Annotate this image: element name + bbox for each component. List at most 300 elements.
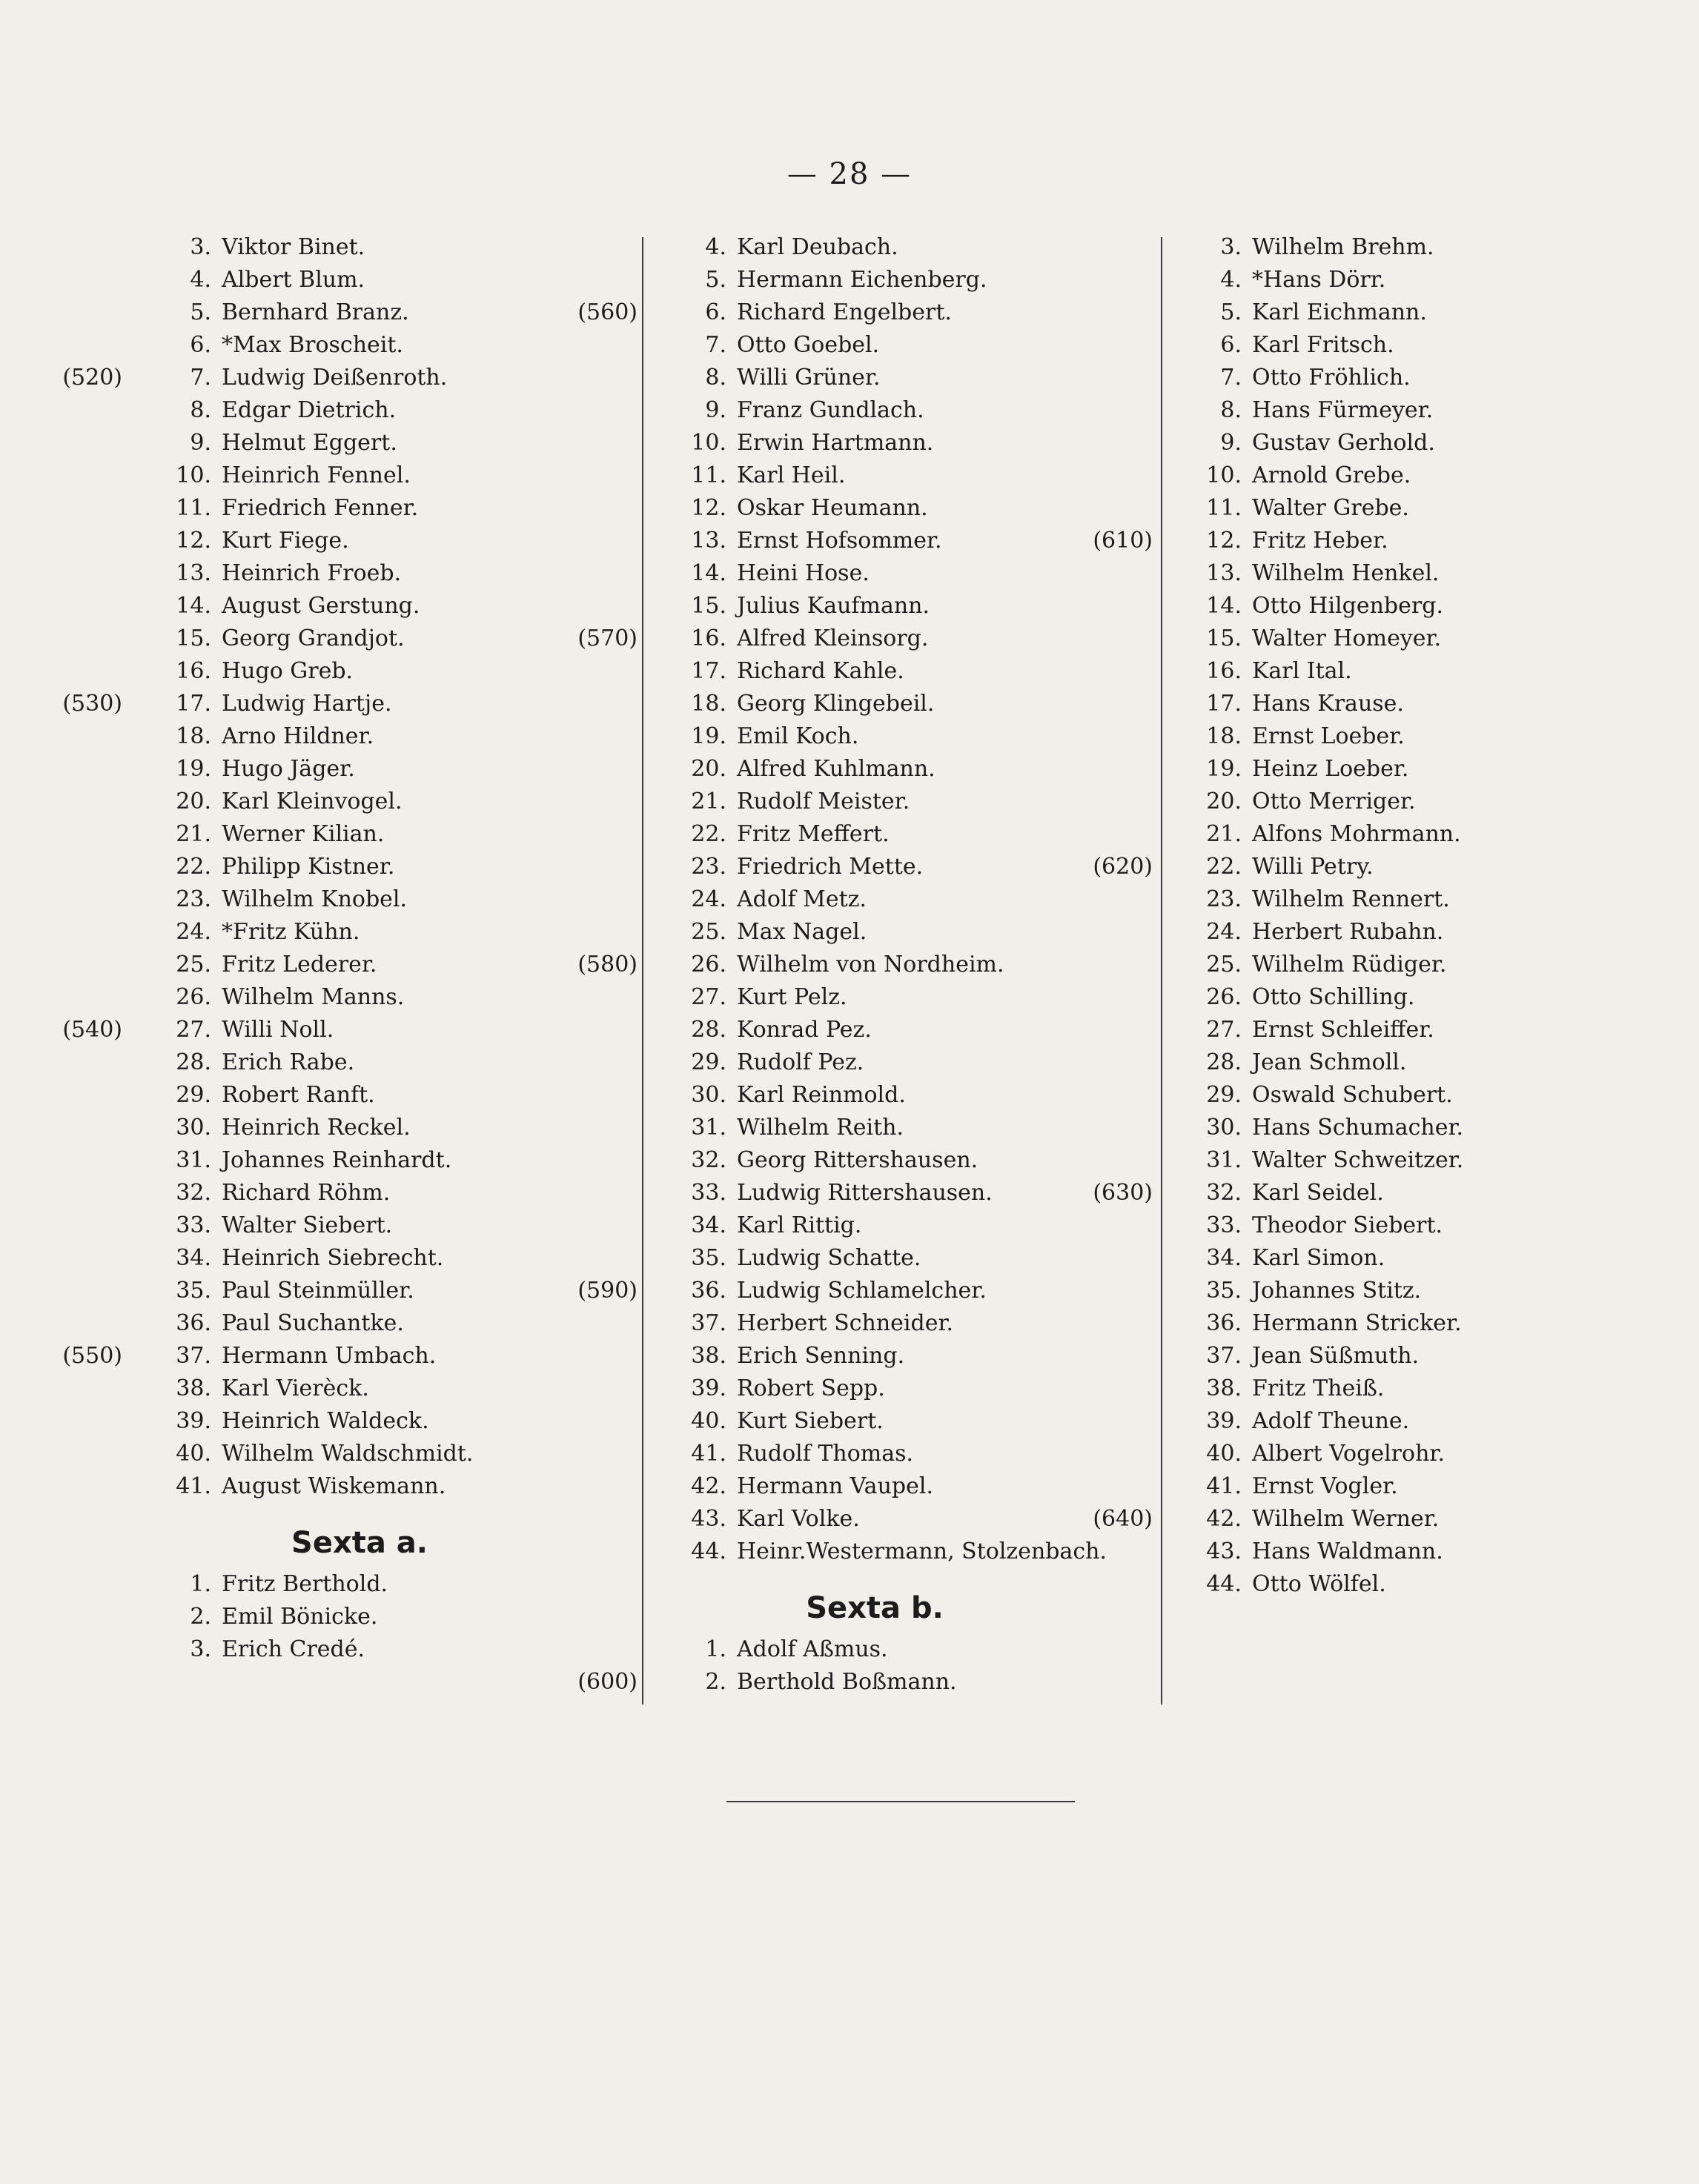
entry-number: 12. [1206, 528, 1242, 554]
list-item [1168, 492, 1686, 525]
entry-number: 7. [705, 332, 726, 358]
list-item [137, 1112, 612, 1144]
entry-name: Heinrich Fennel. [222, 462, 411, 488]
entry-name: Franz Gundlach. [737, 397, 924, 423]
entry-name: August Wiskemann. [222, 1473, 446, 1499]
entry-number: 11. [691, 462, 726, 488]
entry-number: 30. [691, 1082, 726, 1108]
count-marker: (640) [1093, 1506, 1153, 1532]
list-item [1168, 394, 1686, 427]
entry-number: 19. [691, 723, 726, 749]
list-item [1168, 1373, 1686, 1405]
entry-number: 22. [1206, 854, 1242, 880]
list-item [1168, 1144, 1686, 1177]
list-item [137, 1209, 612, 1242]
entry-number: 31. [1206, 1147, 1242, 1173]
entry-number: 27. [691, 984, 726, 1010]
entry-number: 16. [1206, 658, 1242, 684]
list-item [1168, 1340, 1686, 1373]
entry-name: Albert Blum. [222, 267, 365, 293]
entry-name: Heinr.Westermann, Stolzenbach. [737, 1539, 1107, 1564]
entry-number: 38. [691, 1343, 726, 1369]
entry-name: Walter Siebert. [222, 1212, 393, 1238]
list-item [652, 557, 1171, 590]
entry-name: Johannes Reinhardt. [222, 1147, 452, 1173]
list-item [1168, 264, 1686, 296]
entry-name: Wilhelm Waldschmidt. [222, 1441, 474, 1467]
entry-name: Heinz Loeber. [1252, 756, 1409, 782]
list-item [652, 655, 1171, 688]
list-item [652, 1046, 1171, 1079]
entry-name: Philipp Kistner. [222, 854, 395, 880]
entry-number: 42. [691, 1473, 726, 1499]
entry-number: 17. [176, 691, 211, 717]
entry-number: 10. [691, 430, 726, 456]
list-item [137, 394, 612, 427]
count-marker: (550) [62, 1343, 122, 1369]
list-item [137, 623, 612, 655]
entry-name: Emil Bönicke. [222, 1604, 378, 1630]
entry-name: Ludwig Deißenroth. [222, 365, 448, 391]
entry-number: 14. [176, 593, 211, 619]
entry-name: Adolf Theune. [1252, 1408, 1410, 1434]
entry-name: Max Nagel. [737, 919, 867, 945]
entry-number: 11. [176, 495, 211, 521]
list-item [652, 1014, 1171, 1046]
list-item [137, 1307, 612, 1340]
list-item [137, 1144, 612, 1177]
entry-name: Paul Steinmüller. [222, 1278, 414, 1304]
entry-name: Fritz Heber. [1252, 528, 1388, 554]
entry-name: Otto Goebel. [737, 332, 880, 358]
entry-name: Kurt Siebert. [737, 1408, 884, 1434]
entry-name: Edgar Dietrich. [222, 397, 397, 423]
list-item [137, 1405, 612, 1438]
entry-name: *Fritz Kühn. [222, 919, 360, 945]
list-item [1093, 525, 1686, 557]
entry-number: 16. [691, 625, 726, 651]
entry-name: Wilhelm Henkel. [1252, 560, 1440, 586]
count-marker: (570) [577, 625, 637, 651]
entry-number: 37. [1206, 1343, 1242, 1369]
list-item [1168, 296, 1686, 329]
entry-name: Heinrich Froeb. [222, 560, 402, 586]
list-item [1093, 1503, 1686, 1536]
entry-name: Fritz Lederer. [222, 952, 377, 978]
entry-number: 18. [176, 723, 211, 749]
list-item [1093, 851, 1686, 883]
entry-name: Hermann Eichenberg. [737, 267, 987, 293]
entry-number: 9. [705, 397, 726, 423]
entry-name: Rudolf Thomas. [737, 1441, 914, 1467]
list-item [137, 1046, 612, 1079]
entry-number: 8. [190, 397, 211, 423]
entry-number: 13. [176, 560, 211, 586]
entry-name: Wilhelm von Nordheim. [737, 952, 1004, 978]
entry-name: Heinrich Reckel. [222, 1115, 411, 1141]
count-marker: (580) [577, 952, 637, 978]
right-column [1093, 231, 1686, 1601]
entry-number: 36. [1206, 1310, 1242, 1336]
right-list-top [1093, 231, 1686, 1601]
list-item [652, 981, 1171, 1014]
entry-number: 44. [691, 1539, 726, 1564]
entry-name: Theodor Siebert. [1252, 1212, 1443, 1238]
entry-name: Otto Schilling. [1252, 984, 1415, 1010]
entry-name: Georg Grandjot. [222, 625, 405, 651]
list-item [652, 590, 1171, 623]
entry-number: 20. [691, 756, 726, 782]
entry-name: Ernst Hofsommer. [737, 528, 942, 554]
entry-number: 24. [1206, 919, 1242, 945]
entry-number: 33. [1206, 1212, 1242, 1238]
list-item [652, 362, 1171, 394]
entry-number: 27. [1206, 1017, 1242, 1043]
count-marker: (620) [1093, 854, 1153, 880]
entry-number: 3. [1220, 234, 1242, 260]
entry-number: 21. [691, 789, 726, 814]
entry-name: Jean Schmoll. [1252, 1049, 1407, 1075]
list-item [1168, 1568, 1686, 1601]
entry-name: Willi Grüner. [737, 365, 881, 391]
entry-name: Walter Grebe. [1252, 495, 1409, 521]
list-item [652, 1209, 1171, 1242]
entry-number: 8. [705, 365, 726, 391]
entry-name: Wilhelm Werner. [1252, 1506, 1440, 1532]
list-item [652, 1242, 1171, 1275]
column-divider-left [642, 237, 643, 1705]
entry-number: 44. [1206, 1571, 1242, 1597]
list-item [652, 1536, 1171, 1568]
list-item [1168, 1438, 1686, 1470]
entry-number: 39. [691, 1375, 726, 1401]
list-item [1168, 688, 1686, 720]
entry-number: 41. [176, 1473, 211, 1499]
entry-number: 17. [1206, 691, 1242, 717]
section-title-sexta-a: Sexta a. [291, 1526, 428, 1560]
list-item [1168, 231, 1686, 264]
entry-name: Hans Krause. [1252, 691, 1404, 717]
entry-number: 1. [190, 1571, 211, 1597]
entry-name: Gustav Gerhold. [1252, 430, 1435, 456]
entry-name: Ernst Vogler. [1252, 1473, 1398, 1499]
entry-name: Hermann Vaupel. [737, 1473, 933, 1499]
list-item [137, 1438, 612, 1470]
entry-number: 33. [176, 1212, 211, 1238]
entry-number: 30. [176, 1115, 211, 1141]
list-item [137, 851, 612, 883]
entry-name: Hugo Jäger. [222, 756, 355, 782]
entry-name: Karl Simon. [1252, 1245, 1385, 1271]
entry-name: Otto Wölfel. [1252, 1571, 1386, 1597]
entry-number: 34. [691, 1212, 726, 1238]
list-item [652, 1112, 1171, 1144]
entry-name: Julius Kaufmann. [737, 593, 930, 619]
entry-number: 39. [1206, 1408, 1242, 1434]
list-item [652, 492, 1171, 525]
entry-number: 22. [176, 854, 211, 880]
entry-name: Adolf Aßmus. [737, 1636, 888, 1662]
entry-name: Otto Merriger. [1252, 789, 1416, 814]
entry-number: 20. [176, 789, 211, 814]
entry-number: 5. [705, 267, 726, 293]
entry-number: 4. [1220, 267, 1242, 293]
entry-name: Karl Heil. [737, 462, 846, 488]
entry-name: Kurt Fiege. [222, 528, 349, 554]
list-item [62, 1014, 612, 1046]
list-item [137, 883, 612, 916]
entry-number: 28. [176, 1049, 211, 1075]
entry-name: Karl Kleinvogel. [222, 789, 403, 814]
count-marker: (520) [62, 365, 122, 391]
list-item [652, 1079, 1171, 1112]
list-item [1168, 1014, 1686, 1046]
entry-number: 12. [176, 528, 211, 554]
entry-name: Heini Hose. [737, 560, 870, 586]
list-item [137, 296, 612, 329]
entry-name: Erwin Hartmann. [737, 430, 934, 456]
entry-name: Walter Homeyer. [1252, 625, 1442, 651]
entry-name: Albert Vogelrohr. [1252, 1441, 1445, 1467]
entry-number: 23. [176, 886, 211, 912]
count-marker: (590) [577, 1278, 637, 1304]
list-item [1168, 1242, 1686, 1275]
entry-name: Wilhelm Rennert. [1252, 886, 1450, 912]
page-number: — 28 — [786, 157, 913, 191]
entry-name: Jean Süßmuth. [1252, 1343, 1420, 1369]
entry-number: 31. [691, 1115, 726, 1141]
list-item [652, 1340, 1171, 1373]
entry-name: Berthold Boßmann. [737, 1669, 957, 1695]
entry-number: 3. [190, 1636, 211, 1662]
list-item [652, 1470, 1171, 1503]
list-item [1168, 1209, 1686, 1242]
entry-number: 38. [1206, 1375, 1242, 1401]
list-item [1168, 329, 1686, 362]
middle-list-bottom [577, 1633, 1171, 1699]
list-item [137, 459, 612, 492]
list-item [1168, 459, 1686, 492]
entry-number: 35. [691, 1245, 726, 1271]
entry-number: 37. [176, 1343, 211, 1369]
list-item [577, 1275, 1171, 1307]
entry-number: 26. [691, 952, 726, 978]
entry-name: Adolf Metz. [737, 886, 867, 912]
list-item [1168, 427, 1686, 459]
list-item [1168, 981, 1686, 1014]
entry-name: Walter Schweitzer. [1252, 1147, 1464, 1173]
list-item [137, 1177, 612, 1209]
entry-number: 21. [1206, 821, 1242, 847]
count-marker: (630) [1093, 1180, 1153, 1206]
list-item [137, 492, 612, 525]
entry-number: 29. [176, 1082, 211, 1108]
entry-name: Hermann Stricker. [1252, 1310, 1462, 1336]
entry-number: 16. [176, 658, 211, 684]
entry-number: 34. [1206, 1245, 1242, 1271]
entry-number: 2. [190, 1604, 211, 1630]
entry-name: Heinrich Siebrecht. [222, 1245, 444, 1271]
list-item [137, 329, 612, 362]
entry-number: 5. [190, 299, 211, 325]
entry-name: Alfred Kleinsorg. [737, 625, 929, 651]
entry-number: 40. [176, 1441, 211, 1467]
entry-number: 19. [1206, 756, 1242, 782]
entry-name: August Gerstung. [222, 593, 420, 619]
entry-name: Friedrich Mette. [737, 854, 924, 880]
entry-number: 30. [1206, 1115, 1242, 1141]
list-item [577, 296, 1171, 329]
list-item [137, 786, 612, 818]
bottom-rule [726, 1801, 1075, 1802]
list-item [137, 1275, 612, 1307]
entry-number: 17. [691, 658, 726, 684]
list-item [137, 427, 612, 459]
entry-number: 25. [176, 952, 211, 978]
count-marker: (600) [577, 1669, 637, 1695]
entry-name: Wilhelm Knobel. [222, 886, 408, 912]
count-marker: (540) [62, 1017, 122, 1043]
list-item [1168, 1470, 1686, 1503]
list-item [652, 329, 1171, 362]
list-item [1168, 557, 1686, 590]
entry-number: 37. [691, 1310, 726, 1336]
entry-number: 3. [190, 234, 211, 260]
list-item [137, 916, 612, 949]
entry-number: 1. [705, 1636, 726, 1662]
list-item [1168, 786, 1686, 818]
entry-number: 11. [1206, 495, 1242, 521]
entry-name: Paul Suchantke. [222, 1310, 404, 1336]
list-item [137, 1601, 612, 1633]
entry-number: 40. [1206, 1441, 1242, 1467]
entry-number: 20. [1206, 789, 1242, 814]
entry-name: Rudolf Pez. [737, 1049, 864, 1075]
entry-name: Georg Rittershausen. [737, 1147, 978, 1173]
list-item [652, 1144, 1171, 1177]
entry-name: Robert Ranft. [222, 1082, 375, 1108]
entry-number: 6. [705, 299, 726, 325]
list-item [652, 720, 1171, 753]
list-item [1168, 623, 1686, 655]
entry-name: Ernst Loeber. [1252, 723, 1405, 749]
entry-name: Robert Sepp. [737, 1375, 885, 1401]
list-item [137, 981, 612, 1014]
entry-number: 32. [691, 1147, 726, 1173]
count-marker: (560) [577, 299, 637, 325]
entry-number: 7. [1220, 365, 1242, 391]
entry-name: Erich Rabe. [222, 1049, 355, 1075]
entry-name: Fritz Meffert. [737, 821, 890, 847]
list-item [137, 525, 612, 557]
entry-number: 25. [691, 919, 726, 945]
list-item [1168, 753, 1686, 786]
list-item [137, 231, 612, 264]
list-item [137, 1373, 612, 1405]
entry-name: Fritz Theiß. [1252, 1375, 1385, 1401]
list-item [652, 1633, 1171, 1666]
list-item [1168, 590, 1686, 623]
entry-number: 6. [1220, 332, 1242, 358]
list-item [1168, 1079, 1686, 1112]
list-item [652, 1373, 1171, 1405]
list-item [652, 753, 1171, 786]
list-item [652, 231, 1171, 264]
entry-name: Karl Deubach. [737, 234, 898, 260]
list-item [1168, 1307, 1686, 1340]
entry-name: Herbert Rubahn. [1252, 919, 1444, 945]
list-item [137, 557, 612, 590]
entry-number: 13. [691, 528, 726, 554]
count-marker: (530) [62, 691, 122, 717]
entry-name: Helmut Eggert. [222, 430, 397, 456]
list-item [62, 688, 612, 720]
entry-number: 19. [176, 756, 211, 782]
list-item [652, 883, 1171, 916]
list-item [652, 1307, 1171, 1340]
list-item [137, 1470, 612, 1503]
entry-name: Alfred Kuhlmann. [737, 756, 935, 782]
entry-name: Richard Röhm. [222, 1180, 391, 1206]
entry-number: 42. [1206, 1506, 1242, 1532]
entry-number: 36. [176, 1310, 211, 1336]
entry-number: 28. [691, 1017, 726, 1043]
entry-name: Willi Petry. [1252, 854, 1374, 880]
list-item [652, 1405, 1171, 1438]
entry-number: 25. [1206, 952, 1242, 978]
left-list-top [62, 231, 612, 1503]
middle-list-top [577, 231, 1171, 1568]
entry-number: 14. [691, 560, 726, 586]
list-item [577, 623, 1171, 655]
entry-number: 43. [1206, 1539, 1242, 1564]
entry-number: 29. [691, 1049, 726, 1075]
entry-name: Fritz Berthold. [222, 1571, 388, 1597]
list-item [1168, 1046, 1686, 1079]
entry-name: Oswald Schubert. [1252, 1082, 1453, 1108]
entry-name: Karl Volke. [737, 1506, 860, 1532]
list-item [62, 362, 612, 394]
entry-name: Richard Kahle. [737, 658, 904, 684]
entry-number: 24. [176, 919, 211, 945]
list-item [652, 818, 1171, 851]
entry-name: Arnold Grebe. [1252, 462, 1411, 488]
entry-number: 27. [176, 1017, 211, 1043]
entry-number: 18. [691, 691, 726, 717]
list-item [137, 818, 612, 851]
entry-number: 8. [1220, 397, 1242, 423]
entry-name: Viktor Binet. [222, 234, 365, 260]
count-marker: (610) [1093, 528, 1153, 554]
entry-number: 10. [1206, 462, 1242, 488]
list-item [1168, 1405, 1686, 1438]
list-item [137, 949, 612, 981]
list-item [1168, 883, 1686, 916]
entry-name: Otto Fröhlich. [1252, 365, 1411, 391]
list-item [137, 590, 612, 623]
entry-number: 35. [1206, 1278, 1242, 1304]
section-title-sexta-b: Sexta b. [806, 1591, 944, 1625]
entry-name: Karl Seidel. [1252, 1180, 1384, 1206]
entry-name: Friedrich Fenner. [222, 495, 419, 521]
entry-name: Ludwig Schlamelcher. [737, 1278, 987, 1304]
list-item [137, 264, 612, 296]
entry-name: Karl Ital. [1252, 658, 1352, 684]
list-item [652, 786, 1171, 818]
entry-number: 13. [1206, 560, 1242, 586]
list-item [137, 753, 612, 786]
entry-number: 7. [190, 365, 211, 391]
